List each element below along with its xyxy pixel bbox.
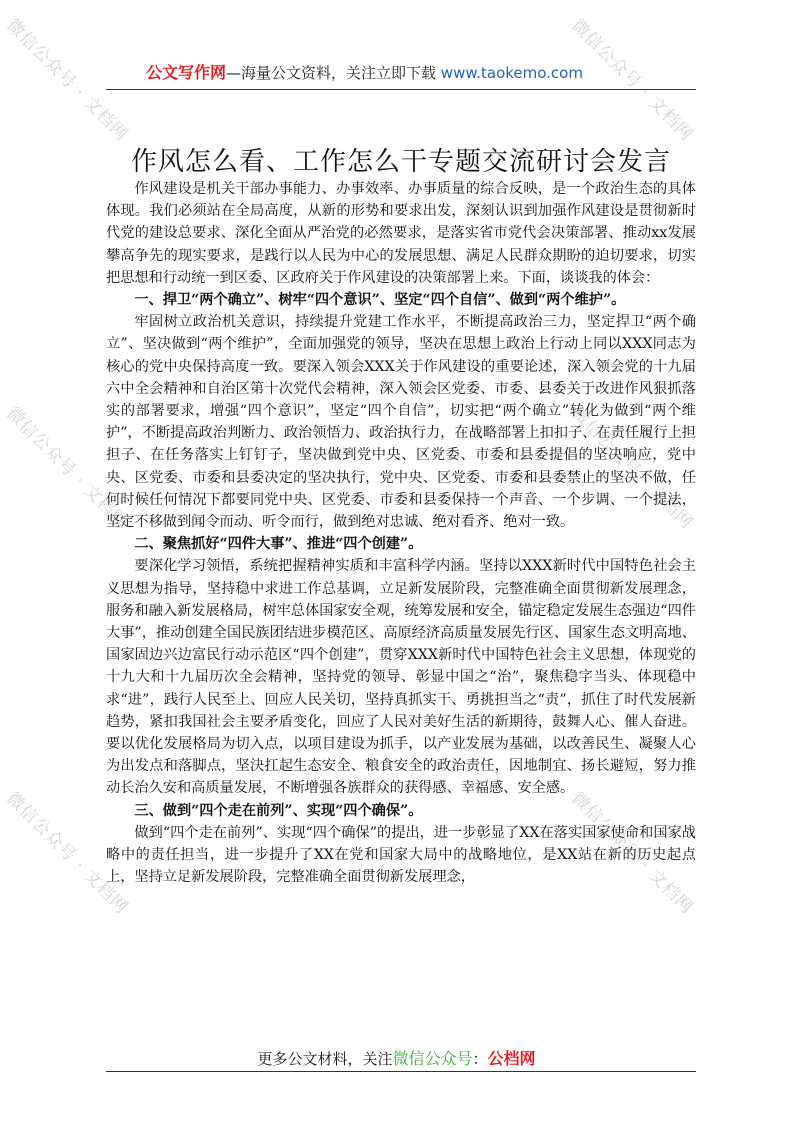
watermark: 微信公众号 · 文档网 bbox=[567, 788, 697, 919]
body-paragraph: 做到“四个走在前列”、实现“四个确保”的提出，进一步彰显了XX在落实国家使命和国家战略中的责任担当，进一步提升了XX在党和国家大局中的战略地位，是XX站在新的历史起点上，坚持立足新发展阶段，完整准确全面贯彻新发展理念， bbox=[106, 824, 696, 886]
site-brand: 公文写作网 bbox=[146, 63, 227, 82]
watermark: 微信公众号 · 文档网 bbox=[567, 15, 697, 146]
body-paragraph: 作风建设是机关干部办事能力、办事效率、办事质量的综合反映，是一个政治生态的具体体现。我们必须站在全局高度，从新的形势和要求出发，深刻认识到加强作风建设是贯彻新时代党的建设总要求、深化全面从严治党的必然要求，是落实省市党代会决策部署、推动xx发展攀高争先的现实要求，是践行以人民为中心的发展思想、满足人民群众期盼的迫切要求，切实把思想和行动统一到区委、区政府关于作风建设的决策部署上来。下面，谈谈我的体会： bbox=[106, 181, 696, 286]
footer-colon: ： bbox=[472, 1050, 488, 1068]
watermark: 微信公众号 · 文档网 bbox=[567, 403, 697, 534]
footer-divider bbox=[106, 1071, 696, 1072]
page-footer bbox=[0, 1046, 793, 1069]
body-paragraph: 牢固树立政治机关意识，持续提升党建工作水平，不断提高政治三力，坚定捍卫“两个确立”、坚决做到“两个维护”，全面加强党的领导，坚决在思想上政治上行动上同以XXX同志为核心的党中央保持高度一致。要深入领会XXX关于作风建设的重要论述，深入领会党的十九届六中全会精神和自治区第十次党代会精神，深入领会区党委、市委、县委关于改进作风狠抓落实的部署要求，增强“四个意识”，坚定“四个自信”，切实把“两个确立”转化为做到“两个维护”，不断提高政治判断力、政治领悟力、政治执行力，在战略部署上扣扣子、在责任履行上担担子、在任务落实上钉钉子，坚决做到党中央、区党委、市委和县委提倡的坚决响应，党中央、区党委、市委和县委决定的坚决执行，党中央、区党委、市委和县委禁止的坚决不做，任何时候任何情况下都要同党中央、区党委、市委和县委保持一个声音、一个步调、一个提法，坚定不移做到闻令而动、听令而行，做到绝对忠诚、绝对看齐、绝对一致。 bbox=[106, 314, 696, 531]
footer-prefix: 更多公文材料，关注 bbox=[257, 1050, 393, 1068]
header-tagline: —海量公文资料，关注立即下载 bbox=[226, 64, 441, 82]
watermark: 微信公众号 · 文档网 bbox=[2, 788, 132, 919]
watermark: 微信公众号 · 文档网 bbox=[2, 403, 132, 534]
section-heading: 一、捍卫“两个确立”、树牢“四个意识”、坚定“四个自信”、做到“两个维护”。 bbox=[134, 292, 626, 309]
watermark: 微信公众号 · 文档网 bbox=[2, 15, 132, 146]
page-header bbox=[146, 60, 706, 83]
footer-brand[interactable]: 公档网 bbox=[487, 1049, 536, 1068]
footer-wechat-label: 微信公众号 bbox=[392, 1049, 473, 1068]
body-paragraph: 要深化学习领悟，系统把握精神实质和丰富科学内涵。坚持以XXX新时代中国特色社会主义思想为指导，坚持稳中求进工作总基调，立足新发展阶段，完整准确全面贯彻新发展理念，服务和融入新发展格局，树牢总体国家安全观，统筹发展和安全，锚定稳定发展生态强边“四件大事”，推动创建全国民族团结进步模范区、高原经济高质量发展先行区、国家生态文明高地、国家固边兴边富民行动示范区“四个创建”，贯穿XXX新时代中国特色社会主义思想，体现党的十九大和十九届历次全会精神，坚持党的领导、彰显中国之“治”，聚焦稳字当头、体现稳中求“进”，践行人民至上、回应人民关切，坚持真抓实干、勇挑担当之“责”，抓住了时代发展新趋势，紧扣我国社会主要矛盾变化，回应了人民对美好生活的新期待，鼓舞人心、催人奋进。要以优化发展格局为切入点，以项目建设为抓手，以产业发展为基础，以改善民生、凝聚人心为出发点和落脚点，坚決扛起生态安全、粮食安全的政治责任，因地制宜、扬长避短，努力推动长治久安和高质量发展，不断增强各族群众的获得感、幸福感、安全感。 bbox=[106, 558, 696, 797]
section-heading: 三、做到“四个走在前列”、实现“四个确保”。 bbox=[134, 802, 423, 819]
section-heading: 二、聚焦抓好“四件大事”、推进“四个创建”。 bbox=[134, 536, 423, 553]
document-title: 作风怎么看、工作怎么干专题交流研讨会发言 bbox=[130, 147, 671, 177]
header-divider bbox=[106, 89, 696, 90]
document-body bbox=[106, 178, 696, 889]
site-url-link[interactable]: www.taokemo.com bbox=[440, 64, 583, 82]
